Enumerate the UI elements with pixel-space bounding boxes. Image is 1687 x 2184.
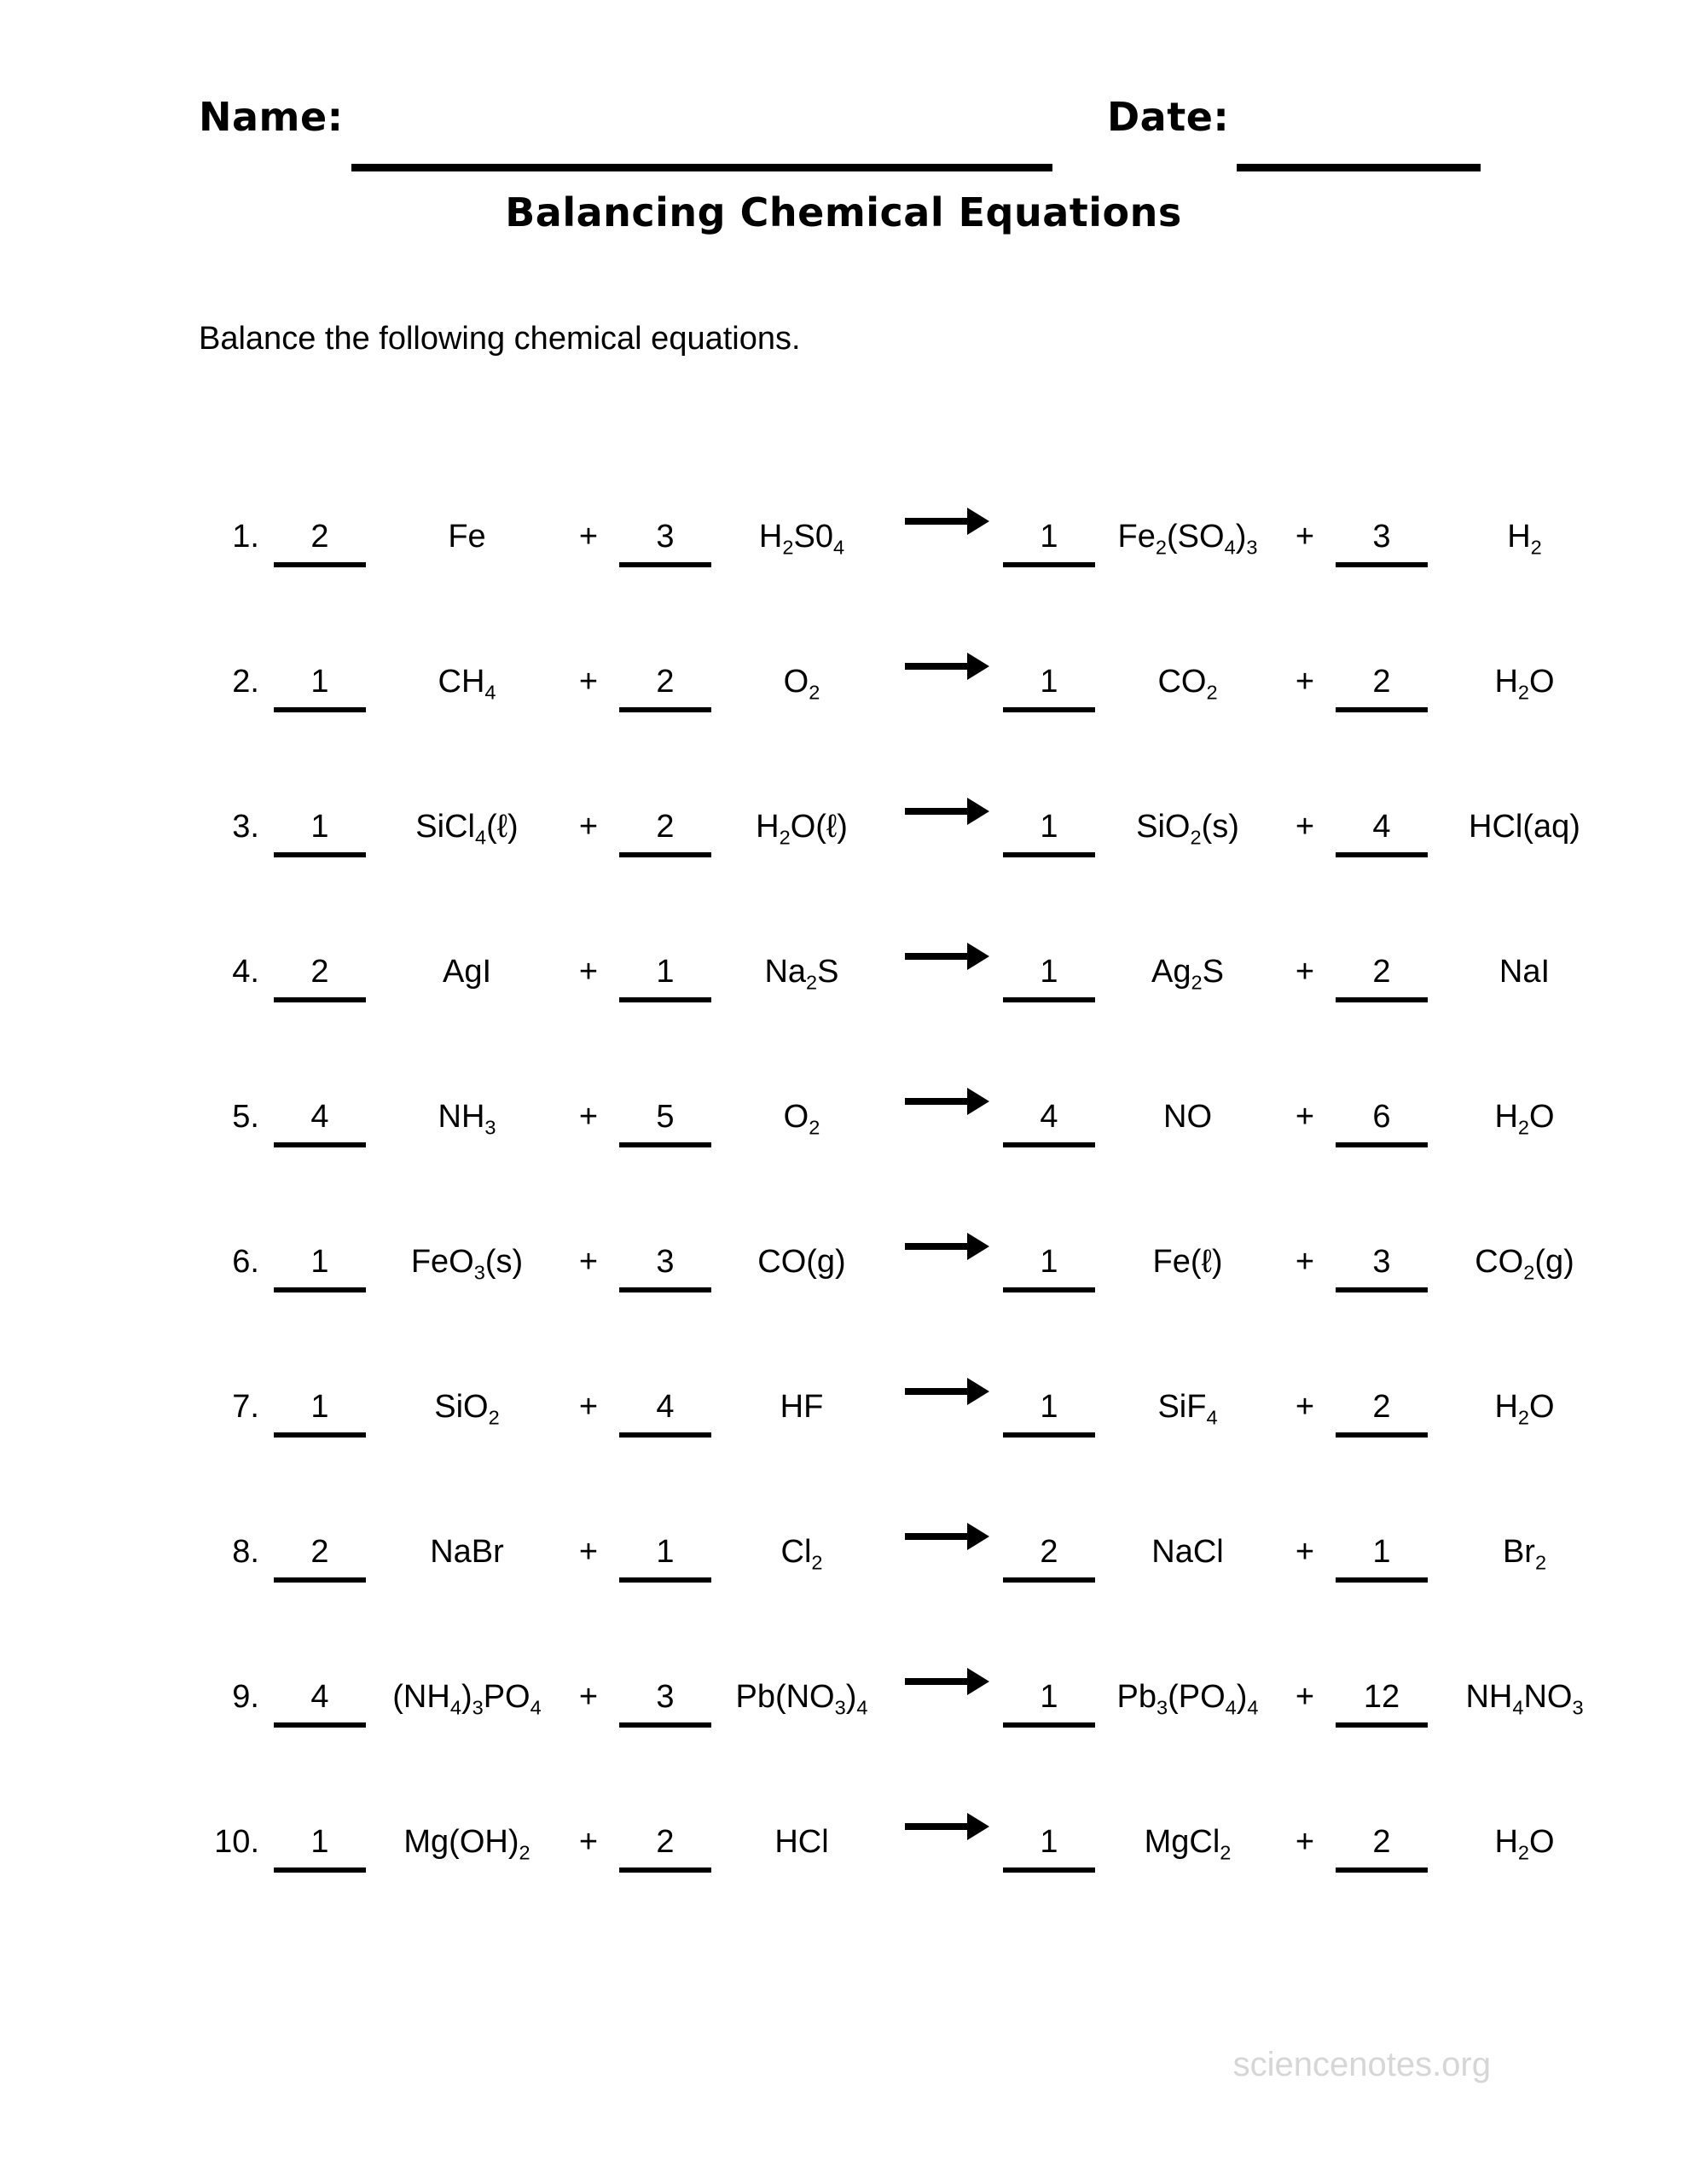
coefficient-blank[interactable]: 1 bbox=[619, 954, 711, 1002]
coefficient-cell bbox=[264, 519, 375, 567]
reaction-arrow-icon bbox=[905, 1098, 968, 1105]
formula: SiO$_2$(s) bbox=[1136, 809, 1239, 849]
formula: SiF$_4$ bbox=[1157, 1389, 1218, 1429]
plus-sign: + bbox=[1295, 954, 1315, 990]
coefficient-blank[interactable]: 1 bbox=[1003, 1389, 1095, 1438]
coefficient-blank[interactable]: 2 bbox=[619, 664, 711, 712]
coefficient-cell bbox=[618, 519, 712, 567]
reaction-arrow-icon bbox=[905, 953, 968, 960]
date-label: Date: bbox=[1107, 94, 1230, 140]
arrow-cell bbox=[891, 518, 1002, 555]
formula: $CH_4$ bbox=[438, 664, 496, 704]
arrow-cell bbox=[891, 1388, 1002, 1426]
coefficient-cell bbox=[1330, 664, 1433, 712]
formula: $NH_4NO_3$ bbox=[1465, 1679, 1584, 1719]
plus-sign: + bbox=[578, 1389, 599, 1425]
page-title: Balancing Chemical Equations bbox=[505, 189, 1182, 235]
coefficient-cell bbox=[1002, 1534, 1096, 1583]
coefficient-blank[interactable]: 1 bbox=[1003, 954, 1095, 1002]
formula: SiCl$_4$(ℓ) bbox=[415, 809, 519, 849]
coefficient-blank[interactable]: 1 bbox=[274, 1244, 366, 1292]
plus-sign: + bbox=[1295, 1244, 1315, 1280]
equation-row bbox=[196, 1182, 1646, 1327]
plus-sign: + bbox=[578, 664, 599, 700]
coefficient-cell bbox=[264, 809, 375, 857]
coefficient-cell bbox=[618, 1679, 712, 1728]
plus-sign: + bbox=[1295, 1534, 1315, 1570]
equation-number: 4. bbox=[232, 954, 259, 990]
coefficient-cell bbox=[1330, 1389, 1433, 1438]
equation-number: 9. bbox=[232, 1679, 259, 1715]
coefficient-cell bbox=[618, 1244, 712, 1292]
coefficient-cell bbox=[618, 1534, 712, 1583]
formula: $H_2S0_4$ bbox=[758, 519, 845, 559]
plus-sign: + bbox=[578, 954, 599, 990]
coefficient-blank[interactable]: 4 bbox=[1336, 809, 1428, 857]
arrow-cell bbox=[891, 1823, 1002, 1861]
plus-sign: + bbox=[1295, 664, 1315, 700]
coefficient-blank[interactable]: 6 bbox=[1336, 1099, 1428, 1147]
plus-sign: + bbox=[1295, 1679, 1315, 1715]
coefficient-cell bbox=[1002, 664, 1096, 712]
formula: FeO$_3$(s) bbox=[410, 1244, 524, 1284]
formula: SiO$_2$ bbox=[434, 1389, 500, 1429]
coefficient-blank[interactable]: 3 bbox=[619, 1679, 711, 1728]
coefficient-blank[interactable]: 3 bbox=[619, 1244, 711, 1292]
formula: AgI bbox=[442, 954, 492, 990]
formula: $Cl_2$ bbox=[780, 1534, 823, 1574]
coefficient-blank[interactable]: 1 bbox=[1003, 1824, 1095, 1873]
plus-sign: + bbox=[578, 1824, 599, 1860]
reaction-arrow-icon bbox=[905, 1243, 968, 1250]
equation-row bbox=[196, 746, 1646, 892]
formula: $Pb(NO_3)_4$ bbox=[735, 1679, 868, 1719]
coefficient-cell bbox=[1002, 1679, 1096, 1728]
plus-sign: + bbox=[578, 1099, 599, 1135]
coefficient-blank[interactable]: 1 bbox=[1003, 664, 1095, 712]
coefficient-blank[interactable]: 2 bbox=[274, 519, 366, 567]
coefficient-blank[interactable]: 2 bbox=[619, 809, 711, 857]
coefficient-blank[interactable]: 2 bbox=[1003, 1534, 1095, 1583]
arrow-cell bbox=[891, 663, 1002, 700]
formula: HF bbox=[780, 1389, 824, 1425]
formula: HCl(aq) bbox=[1469, 809, 1580, 845]
formula: NaCl bbox=[1151, 1534, 1224, 1570]
formula: $H_2O$ bbox=[1494, 1389, 1555, 1429]
formula: $H_2$ bbox=[1507, 519, 1542, 559]
arrow-cell bbox=[891, 1678, 1002, 1716]
reaction-arrow-icon bbox=[905, 1678, 968, 1685]
arrow-cell bbox=[891, 953, 1002, 990]
plus-sign: + bbox=[578, 809, 599, 845]
coefficient-cell bbox=[264, 1824, 375, 1873]
formula: $H_2O$ bbox=[1494, 664, 1555, 704]
formula: $Mg(OH)_2$ bbox=[403, 1824, 530, 1864]
coefficient-cell bbox=[618, 809, 712, 857]
formula: $Fe_2(SO_4)_3$ bbox=[1117, 519, 1258, 559]
plus-sign: + bbox=[578, 1679, 599, 1715]
plus-sign: + bbox=[1295, 1389, 1315, 1425]
equation-number: 10. bbox=[214, 1824, 259, 1860]
coefficient-blank[interactable]: 2 bbox=[1336, 1389, 1428, 1438]
coefficient-blank[interactable]: 5 bbox=[619, 1099, 711, 1147]
coefficient-cell bbox=[1002, 1244, 1096, 1292]
coefficient-cell bbox=[618, 954, 712, 1002]
formula: $H_2O$ bbox=[1494, 1099, 1555, 1139]
footer-site-label: sciencenotes.org bbox=[1232, 2046, 1491, 2083]
reaction-arrow-icon bbox=[905, 1388, 968, 1395]
formula: $H_2O$ bbox=[1494, 1824, 1555, 1864]
plus-sign: + bbox=[1295, 809, 1315, 845]
formula: $NH_3$ bbox=[438, 1099, 496, 1139]
coefficient-blank[interactable]: 4 bbox=[1003, 1099, 1095, 1147]
coefficient-cell bbox=[1330, 1244, 1433, 1292]
coefficient-blank[interactable]: 2 bbox=[274, 1534, 366, 1583]
reaction-arrow-icon bbox=[905, 663, 968, 670]
coefficient-blank[interactable]: 1 bbox=[274, 664, 366, 712]
coefficient-cell bbox=[618, 664, 712, 712]
plus-sign: + bbox=[1295, 519, 1315, 555]
coefficient-cell bbox=[1002, 1824, 1096, 1873]
coefficient-blank[interactable]: 1 bbox=[1003, 1244, 1095, 1292]
formula: $O_2$ bbox=[783, 1099, 820, 1139]
formula: $Pb_3(PO_4)_4$ bbox=[1116, 1679, 1259, 1719]
formula: $Ag_2S$ bbox=[1151, 954, 1224, 994]
equation-row bbox=[196, 1472, 1646, 1617]
coefficient-blank[interactable]: 12 bbox=[1336, 1679, 1428, 1728]
formula: $Na_2S$ bbox=[764, 954, 839, 994]
formula: NO bbox=[1163, 1099, 1212, 1135]
equation-number: 6. bbox=[232, 1244, 259, 1280]
equations-list bbox=[196, 456, 1646, 1907]
coefficient-cell bbox=[1330, 809, 1433, 857]
coefficient-cell bbox=[264, 1679, 375, 1728]
formula: CO(g) bbox=[757, 1244, 846, 1280]
coefficient-blank[interactable]: 4 bbox=[619, 1389, 711, 1438]
formula: MgCl$_2$ bbox=[1144, 1824, 1232, 1864]
instruction-text: Balance the following chemical equations. bbox=[199, 321, 801, 357]
coefficient-cell bbox=[618, 1099, 712, 1147]
coefficient-cell bbox=[618, 1389, 712, 1438]
equation-number: 7. bbox=[232, 1389, 259, 1425]
equation-row bbox=[196, 601, 1646, 746]
coefficient-blank[interactable]: 1 bbox=[1003, 809, 1095, 857]
coefficient-cell bbox=[264, 1389, 375, 1438]
equation-row bbox=[196, 1037, 1646, 1182]
reaction-arrow-icon bbox=[905, 518, 968, 525]
coefficient-cell bbox=[264, 1534, 375, 1583]
equation-number: 3. bbox=[232, 809, 259, 845]
equation-number: 5. bbox=[232, 1099, 259, 1135]
arrow-cell bbox=[891, 1243, 1002, 1281]
equation-row bbox=[196, 1617, 1646, 1762]
coefficient-blank[interactable]: 2 bbox=[1336, 954, 1428, 1002]
name-fill-line[interactable] bbox=[351, 164, 1052, 171]
reaction-arrow-icon bbox=[905, 808, 968, 815]
arrow-cell bbox=[891, 1533, 1002, 1571]
equation-number: 2. bbox=[232, 664, 259, 700]
coefficient-cell bbox=[618, 1824, 712, 1873]
coefficient-cell bbox=[264, 954, 375, 1002]
coefficient-blank[interactable]: 4 bbox=[274, 1099, 366, 1147]
reaction-arrow-icon bbox=[905, 1533, 968, 1540]
coefficient-cell bbox=[1002, 519, 1096, 567]
coefficient-blank[interactable]: 2 bbox=[1336, 664, 1428, 712]
coefficient-blank[interactable]: 3 bbox=[1336, 519, 1428, 567]
coefficient-cell bbox=[1330, 519, 1433, 567]
coefficient-cell bbox=[1330, 954, 1433, 1002]
coefficient-blank[interactable]: 1 bbox=[274, 1824, 366, 1873]
formula: $CO_2(g)$ bbox=[1475, 1244, 1574, 1284]
formula: $Br_2$ bbox=[1502, 1534, 1547, 1574]
coefficient-blank[interactable]: 1 bbox=[1003, 519, 1095, 567]
equation-row bbox=[196, 1327, 1646, 1472]
coefficient-blank[interactable]: 2 bbox=[274, 954, 366, 1002]
coefficient-blank[interactable]: 1 bbox=[1003, 1679, 1095, 1728]
equation-row bbox=[196, 1762, 1646, 1907]
plus-sign: + bbox=[578, 519, 599, 555]
arrow-cell bbox=[891, 1098, 1002, 1136]
plus-sign: + bbox=[1295, 1824, 1315, 1860]
coefficient-cell bbox=[1002, 1099, 1096, 1147]
coefficient-blank[interactable]: 1 bbox=[274, 1389, 366, 1438]
coefficient-blank[interactable]: 3 bbox=[619, 519, 711, 567]
coefficient-cell bbox=[264, 664, 375, 712]
coefficient-cell bbox=[264, 1099, 375, 1147]
coefficient-cell bbox=[1330, 1099, 1433, 1147]
formula: $(NH_4)_3PO_4$ bbox=[392, 1679, 542, 1719]
coefficient-blank[interactable]: 3 bbox=[1336, 1244, 1428, 1292]
plus-sign: + bbox=[578, 1534, 599, 1570]
coefficient-blank[interactable]: 2 bbox=[619, 1824, 711, 1873]
equation-number: 8. bbox=[232, 1534, 259, 1570]
coefficient-cell bbox=[1330, 1824, 1433, 1873]
formula: HCl bbox=[774, 1824, 829, 1860]
equation-number: 1. bbox=[232, 519, 259, 555]
coefficient-blank[interactable]: 1 bbox=[619, 1534, 711, 1583]
formula: $CO_2$ bbox=[1157, 664, 1218, 704]
formula: Fe bbox=[448, 519, 486, 555]
coefficient-cell bbox=[1330, 1534, 1433, 1583]
equation-row bbox=[196, 892, 1646, 1037]
coefficient-cell bbox=[1002, 954, 1096, 1002]
coefficient-blank[interactable]: 2 bbox=[1336, 1824, 1428, 1873]
coefficient-blank[interactable]: 1 bbox=[1336, 1534, 1428, 1583]
plus-sign: + bbox=[1295, 1099, 1315, 1135]
date-fill-line[interactable] bbox=[1237, 164, 1481, 171]
coefficient-cell bbox=[1002, 809, 1096, 857]
formula: Fe(ℓ) bbox=[1152, 1244, 1223, 1280]
formula: $H_2O(\ell)$ bbox=[756, 809, 848, 849]
plus-sign: + bbox=[578, 1244, 599, 1280]
formula: NaBr bbox=[430, 1534, 504, 1570]
coefficient-cell bbox=[1330, 1679, 1433, 1728]
formula: NaI bbox=[1499, 954, 1551, 990]
name-label: Name: bbox=[199, 94, 344, 140]
reaction-arrow-icon bbox=[905, 1823, 968, 1830]
formula: $O_2$ bbox=[783, 664, 820, 704]
coefficient-blank[interactable]: 4 bbox=[274, 1679, 366, 1728]
coefficient-cell bbox=[1002, 1389, 1096, 1438]
arrow-cell bbox=[891, 808, 1002, 845]
coefficient-cell bbox=[264, 1244, 375, 1292]
coefficient-blank[interactable]: 1 bbox=[274, 809, 366, 857]
equation-row bbox=[196, 456, 1646, 601]
